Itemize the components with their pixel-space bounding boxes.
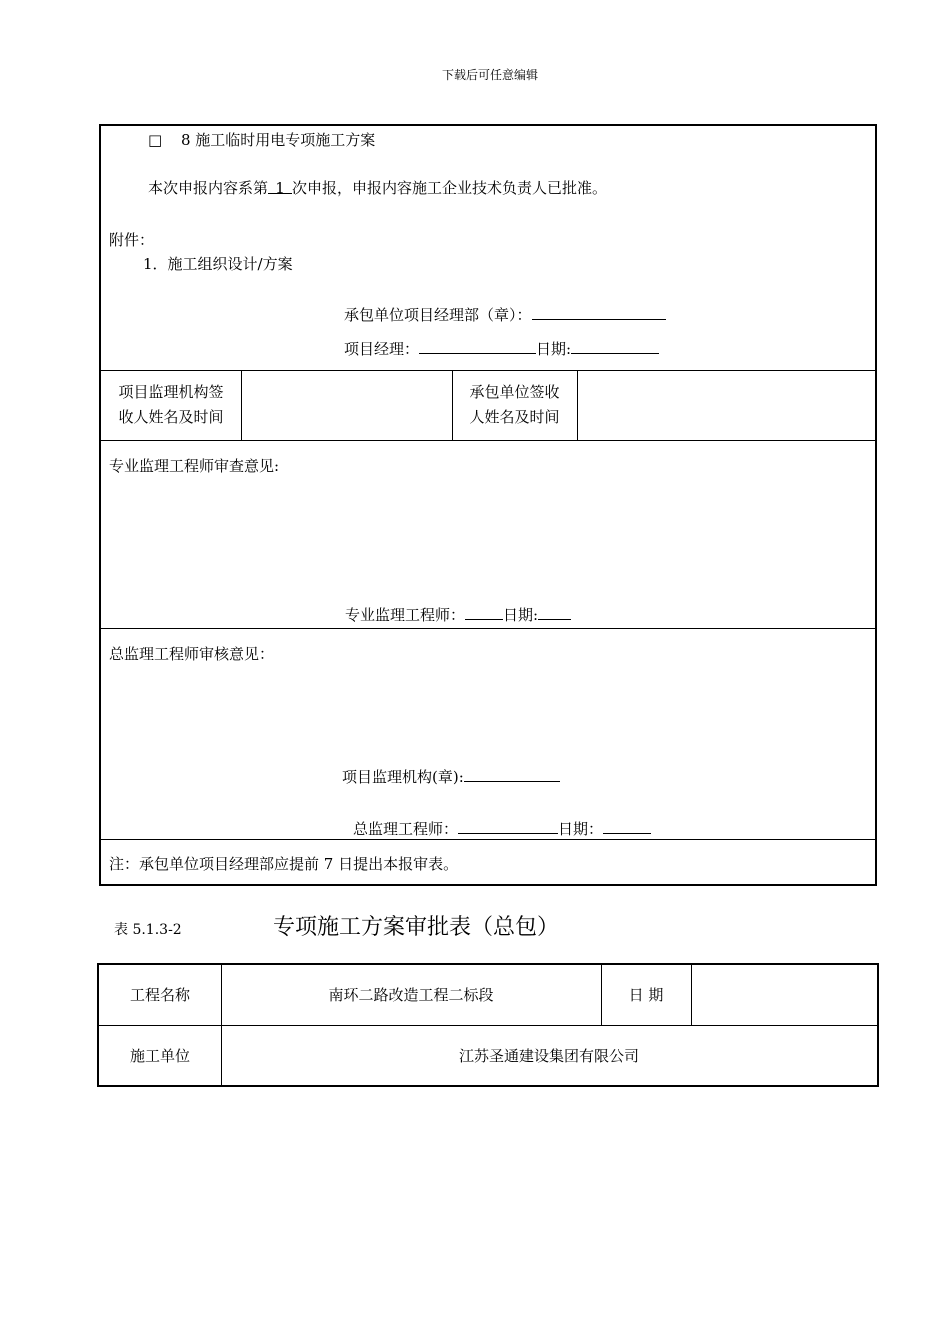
checkbox-icon[interactable]: □	[148, 131, 163, 149]
attachments-label: 附件：	[109, 231, 155, 249]
supervisor-receiver-label	[101, 380, 241, 430]
table-number: 表 5.1.3-2	[114, 922, 182, 938]
divider	[101, 628, 875, 629]
form-title: 专项施工方案审批表（总包）	[273, 915, 560, 940]
date-label: 日 期	[628, 986, 664, 1004]
chief-opinion-label: 总监理工程师审核意见：	[109, 645, 275, 663]
supervision-org-line	[342, 766, 560, 787]
chief-sign-label: 总监理工程师：	[353, 820, 459, 838]
divider	[101, 440, 875, 441]
chief-sign-line	[353, 818, 651, 839]
engineer-date-label: 日期:	[503, 606, 539, 624]
page-header-note: 下载后可任意编辑	[441, 68, 538, 82]
divider	[577, 370, 578, 440]
divider	[691, 965, 692, 1025]
engineer-opinion-label: 专业监理工程师审查意见:	[109, 457, 280, 475]
divider	[101, 839, 875, 840]
contractor-value[interactable]: 江苏圣通建设集团有限公司	[458, 1047, 639, 1065]
label-line: 项目监理机构签	[118, 383, 224, 401]
engineer-sign-line	[345, 604, 571, 625]
label-line: 承包单位签收	[469, 383, 560, 401]
submission-suffix: 次申报，申报内容施工企业技术负责人已批准。	[292, 179, 608, 197]
supervision-org-label: 项目监理机构(章):	[342, 768, 464, 786]
divider	[99, 1025, 877, 1026]
project-name-value[interactable]: 南环二路改造工程二标段	[328, 986, 494, 1004]
item8-row	[148, 130, 375, 150]
chief-sign-blank[interactable]	[458, 818, 558, 834]
supervision-org-blank[interactable]	[464, 766, 560, 782]
submission-statement	[148, 178, 607, 198]
divider	[101, 370, 875, 371]
pm-date-label: 日期:	[536, 340, 572, 358]
divider	[241, 370, 242, 440]
contractor-receiver-label	[452, 380, 577, 430]
engineer-sign-label: 专业监理工程师：	[345, 606, 466, 624]
pm-blank[interactable]	[419, 338, 536, 354]
submission-count: 1	[268, 178, 292, 194]
chief-date-label: 日期：	[558, 820, 604, 838]
pm-label: 项目经理：	[344, 340, 420, 358]
pm-date-blank[interactable]	[571, 338, 659, 354]
special-plan-approval-table	[97, 963, 879, 1087]
approval-form-continuation	[99, 124, 877, 886]
project-name-label: 工程名称	[129, 986, 190, 1004]
contractor-dept-line	[344, 304, 666, 325]
engineer-date-blank[interactable]	[538, 604, 571, 620]
contractor-label: 施工单位	[129, 1047, 190, 1065]
pm-date-line	[344, 338, 659, 359]
item8-label: 8 施工临时用电专项施工方案	[180, 131, 376, 149]
label-line: 收人姓名及时间	[118, 408, 224, 426]
contractor-dept-blank[interactable]	[532, 304, 666, 320]
contractor-dept-label: 承包单位项目经理部（章）：	[344, 306, 532, 324]
engineer-sign-blank[interactable]	[465, 604, 503, 620]
attachment-item-1: 1．施工组织设计/方案	[143, 255, 293, 273]
label-line: 人姓名及时间	[469, 408, 560, 426]
submission-prefix: 本次申报内容系第	[148, 179, 269, 197]
chief-date-blank[interactable]	[603, 818, 651, 834]
footnote: 注：承包单位项目经理部应提前 7 日提出本报审表。	[109, 855, 459, 873]
